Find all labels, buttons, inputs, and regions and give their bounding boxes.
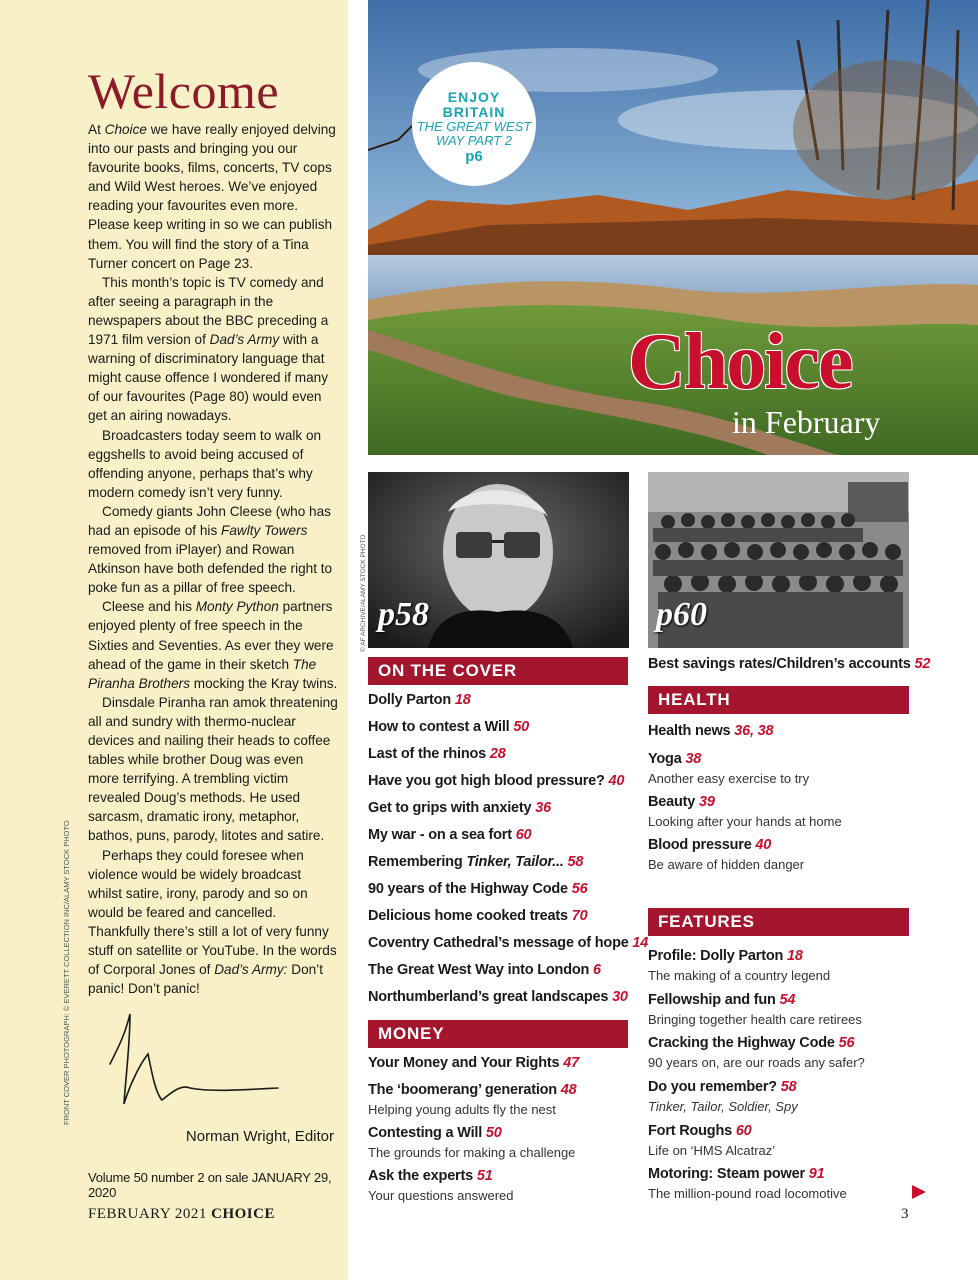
welcome-paragraph xyxy=(88,502,338,597)
toc-page-number: 39 xyxy=(698,794,715,810)
toc-description: Looking after your hands at home xyxy=(648,814,842,829)
welcome-paragraph xyxy=(88,846,338,999)
toc-title: Ask the experts xyxy=(368,1168,477,1184)
toc-title: Contesting a Will xyxy=(368,1125,486,1141)
cover-photo-credit: FRONT COVER PHOTOGRAPH: © EVERETT COLLECTION INC/ALAMY STOCK PHOTO xyxy=(62,820,71,1125)
cover-item[interactable] xyxy=(368,881,587,897)
toc-description: The million-pound road locomotive xyxy=(648,1186,847,1201)
paragraph-text: Comedy giants John Cleese (who has had an episode of his xyxy=(88,503,331,538)
toc-page-number: 91 xyxy=(808,1166,825,1182)
badge-line-3: THE GREAT WEST xyxy=(416,119,532,134)
paragraph-text: we have really enjoyed delving into our pasts and bringing you our favourite books, films, concerts, TV cops and Wild West heroes. We’ve enjoyed reading your favourites even more. Please keep writing in so we can publish them. You will find the story of a Tina Turner concert on Page 23. xyxy=(88,122,336,271)
health-item[interactable] xyxy=(648,794,715,810)
toc-title: Your Money and Your Rights xyxy=(368,1055,564,1071)
title-italic: Monty Python xyxy=(195,599,279,615)
p58-photo-credit: © AF ARCHIVE/ALAMY STOCK PHOTO xyxy=(360,534,367,652)
paragraph-text: with a warning of discriminatory language that might cause offence I wondered if many of our favourites (Page 80) would even get an airing nowadays. xyxy=(88,332,329,424)
toc-page-number: 56 xyxy=(571,881,588,897)
toc-title: Remembering xyxy=(368,854,467,870)
title-italic: Fawlty Towers xyxy=(221,522,308,538)
toc-page-number: 30 xyxy=(612,989,628,1005)
money-item[interactable] xyxy=(368,1082,577,1098)
toc-title: Fellowship and fun xyxy=(648,992,780,1008)
title-italic: Dad’s Army: xyxy=(214,962,288,978)
thumb-p58-label: p58 xyxy=(378,596,429,633)
paragraph-text: Perhaps they could foresee when violence would be widely broadcast whilst satire, irony, parody and so on would be feared and cancelled. Thankfully there’s still a lot of very funny stuff on satellite or YouTube. In the words of Corporal Jones of xyxy=(88,847,337,978)
cover-item[interactable] xyxy=(368,773,624,789)
toc-title: Yoga xyxy=(648,751,686,767)
toc-description: The making of a country legend xyxy=(648,968,831,983)
toc-title: My war - on a sea fort xyxy=(368,827,516,843)
masthead-subtitle: in February xyxy=(732,404,881,440)
toc-title: Beauty xyxy=(648,794,699,810)
toc-title: Get to grips with anxiety xyxy=(368,800,536,816)
enjoy-britain-badge[interactable] xyxy=(412,62,536,186)
toc-description: Your questions answered xyxy=(368,1188,514,1203)
volume-info: Volume 50 number 2 on sale JANUARY 29, 2020 xyxy=(88,1170,332,1200)
toc-page-number: 18 xyxy=(787,948,803,964)
toc-description: Tinker, Tailor, Soldier, Spy xyxy=(648,1099,798,1114)
title-italic: Choice xyxy=(104,122,147,137)
toc-page-number: 28 xyxy=(489,746,506,762)
paragraph-text: At xyxy=(88,122,105,137)
feature-item[interactable] xyxy=(648,948,803,964)
toc-title: Delicious home cooked treats xyxy=(368,908,572,924)
health-item[interactable] xyxy=(648,723,773,739)
cover-item[interactable] xyxy=(368,719,529,735)
toc-title: Northumberland’s great landscapes xyxy=(368,989,613,1005)
badge-line-2: BRITAIN xyxy=(442,104,506,120)
toc-title: Cracking the Highway Code xyxy=(648,1035,839,1051)
paragraph-text: Broadcasters today seem to walk on eggshells to avoid being accused of offending anyone, perhaps that’s why modern comedy isn’t very funny. xyxy=(88,427,322,500)
health-item[interactable] xyxy=(648,837,771,853)
toc-page-number: 70 xyxy=(571,908,588,924)
toc-title-italic: Tinker, Tailor... xyxy=(466,854,564,870)
toc-page-number: 36, 38 xyxy=(734,723,774,739)
footer-issue xyxy=(88,1206,275,1223)
welcome-paragraph xyxy=(88,597,338,692)
toc-title: The ‘boomerang’ generation xyxy=(368,1082,561,1098)
cover-item[interactable] xyxy=(368,746,506,762)
toc-page-number: 56 xyxy=(838,1035,855,1051)
toc-title: 90 years of the Highway Code xyxy=(368,881,572,897)
title-italic: Dad’s Army xyxy=(209,332,280,348)
welcome-title: Welcome xyxy=(88,63,280,119)
toc-description: Life on ‘HMS Alcatraz’ xyxy=(648,1143,776,1158)
welcome-text xyxy=(88,120,338,998)
toc-description: Helping young adults fly the nest xyxy=(368,1102,556,1117)
toc-page-number: 51 xyxy=(476,1168,493,1184)
cover-item[interactable] xyxy=(368,962,601,978)
toc-title: Health news xyxy=(648,723,735,739)
section-health: HEALTH xyxy=(648,686,909,714)
section-money: MONEY xyxy=(368,1020,628,1048)
welcome-paragraph xyxy=(88,426,338,502)
cover-item[interactable] xyxy=(368,989,628,1005)
page-number: 3 xyxy=(901,1206,909,1222)
paragraph-text: Dinsdale Piranha ran amok threatening all and sundry with thermo-nuclear devices and nailing their heads to coffee tables while brother Doug was even more terrifying. A trembling victim revealed Doug’s methods. He used sarcasm, dramatic irony, metaphor, bathos, puns, parody, litotes and satire. xyxy=(88,694,338,844)
feature-item[interactable] xyxy=(648,992,795,1008)
thumb-p60-label: p60 xyxy=(656,596,707,633)
toc-page-number: 60 xyxy=(515,827,532,843)
feature-item[interactable] xyxy=(648,1079,797,1095)
welcome-column xyxy=(0,0,348,1280)
badge-line-1: ENJOY xyxy=(447,89,501,105)
toc-page-number: 40 xyxy=(755,837,772,853)
badge-line-4: WAY PART 2 xyxy=(435,133,513,148)
toc-page-number: 60 xyxy=(735,1123,752,1139)
toc-description: Bringing together health care retirees xyxy=(648,1012,862,1027)
toc-title: Blood pressure xyxy=(648,837,756,853)
money-item[interactable] xyxy=(368,1055,579,1071)
toc-page-number: 50 xyxy=(485,1125,502,1141)
toc-title: Best savings rates/Children’s accounts xyxy=(648,656,915,672)
feature-item[interactable] xyxy=(648,1123,752,1139)
welcome-paragraph xyxy=(88,120,338,273)
feature-item[interactable] xyxy=(648,1035,854,1051)
editor-name: Norman Wright, Editor xyxy=(185,1128,334,1145)
cover-item[interactable] xyxy=(368,854,583,870)
toc-title: Coventry Cathedral’s message of hope xyxy=(368,935,633,951)
paragraph-text: mocking the Kray twins. xyxy=(190,675,338,691)
toc-title: The Great West Way into London xyxy=(368,962,594,978)
cover-item[interactable] xyxy=(368,827,531,843)
toc-description: Be aware of hidden danger xyxy=(648,857,805,872)
toc-page-number: 52 xyxy=(914,656,931,672)
toc-title: Have you got high blood pressure? xyxy=(368,773,609,789)
toc-title: How to contest a Will xyxy=(368,719,514,735)
toc-page-number: 47 xyxy=(563,1055,579,1071)
badge-page: p6 xyxy=(465,148,483,165)
thumb-p58[interactable] xyxy=(368,472,629,648)
title-italic: The Piranha Brothers xyxy=(88,656,317,691)
toc-page-number: 18 xyxy=(454,692,471,708)
toc-description: 90 years on, are our roads any safer? xyxy=(648,1055,865,1070)
savings-item[interactable] xyxy=(648,656,930,672)
toc-page-number: 48 xyxy=(560,1082,577,1098)
toc-title: Dolly Parton xyxy=(368,692,455,708)
welcome-paragraph xyxy=(88,693,338,846)
editor-signature xyxy=(100,1004,280,1114)
money-item[interactable] xyxy=(368,1168,493,1184)
toc-page-number: 58 xyxy=(563,854,584,870)
welcome-paragraph xyxy=(88,273,338,426)
toc-page-number: 14 xyxy=(632,935,649,951)
footer-brand: CHOICE xyxy=(211,1206,275,1222)
feature-item[interactable] xyxy=(648,1166,824,1182)
toc-description: The grounds for making a challenge xyxy=(368,1145,576,1160)
toc-title: Profile: Dolly Parton xyxy=(648,948,788,964)
toc-page-number: 50 xyxy=(513,719,530,735)
cover-item[interactable] xyxy=(368,800,551,816)
toc-description: Another easy exercise to try xyxy=(648,771,810,786)
section-on-the-cover: ON THE COVER xyxy=(368,657,628,685)
toc-page-number: 6 xyxy=(593,962,601,978)
section-features: FEATURES xyxy=(648,908,909,936)
toc-page-number: 54 xyxy=(779,992,796,1008)
toc-title: Last of the rhinos xyxy=(368,746,490,762)
cover-item[interactable] xyxy=(368,935,648,951)
paragraph-text: This month’s topic is TV comedy and after seeing a paragraph in the newspapers about the BBC preceding a 1971 film version of xyxy=(88,274,329,348)
toc-page-number: 40 xyxy=(608,773,625,789)
toc-title: Fort Roughs xyxy=(648,1123,736,1139)
thumb-p60[interactable] xyxy=(648,472,909,648)
cover-item[interactable] xyxy=(368,692,471,708)
footer-month: FEBRUARY 2021 xyxy=(88,1206,212,1222)
toc-page-number: 36 xyxy=(535,800,551,816)
paragraph-text: removed from iPlayer) and Rowan Atkinson have both defended the right to poke fun as a pillar of free speech. xyxy=(88,542,333,596)
paragraph-text: partners enjoyed plenty of free speech in the Sixties and Seventies. As ever they were ahead of the game in their sketch xyxy=(88,599,334,672)
money-item[interactable] xyxy=(368,1125,502,1141)
next-page-arrow-icon[interactable] xyxy=(912,1185,926,1199)
paragraph-text: Don’t panic! Don’t panic! xyxy=(88,962,323,997)
toc-page-number: 58 xyxy=(780,1079,797,1095)
toc-title: Do you remember? xyxy=(648,1079,781,1095)
paragraph-text: Cleese and his xyxy=(102,599,196,615)
toc-title: Motoring: Steam power xyxy=(648,1166,809,1182)
cover-item[interactable] xyxy=(368,908,587,924)
choice-logo: Choice xyxy=(628,318,852,406)
toc-page-number: 38 xyxy=(685,751,702,767)
health-item[interactable] xyxy=(648,751,701,767)
